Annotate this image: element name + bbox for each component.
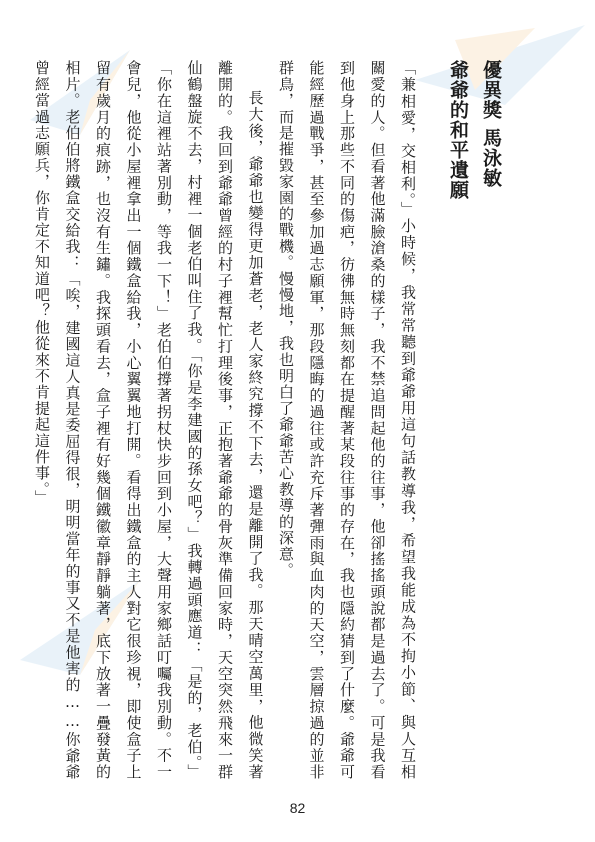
paragraph-1: 「兼相愛，交相利。」小時候，我常常聽到爺爺用這句話教導我，希望我能成為不拘小節、與人互相關愛的人。但看著他滿臉滄桑的樣子，我不禁追問起他的往事，他卻搖搖頭說都是過去了。可是我看到他身上那些不同的傷疤，彷彿無時無刻都在提醒著某段往事的存在，我也隱約猜到了什麼。爺爺可能經歷過戰爭，甚至參加過志願軍，那段隱晦的過往或許充斥著彈雨與血肉的天空，雲層掠過的並非群鳥，而是摧毀家園的戰機。慢慢地，我也明白了爺爺苦心教導的深意。: [277, 60, 417, 780]
award-line: [474, 60, 507, 780]
paragraph-group: [27, 60, 424, 780]
award-label: 優異獎: [480, 60, 502, 120]
paragraph-2: 長大後，爺爺也變得更加蒼老，老人家終究撐不下去，還是離開了我。那天晴空萬里，他微笑著離開的。我回到爺爺曾經的村子裡幫忙打理後事，正抱著爺爺的骨灰準備回家時，天空突然飛來一群仙鶴盤旋不去，村裡一個老伯叫住了我。「你是李建國的孫女吧？」我轉過頭應道：「是的，老伯。」「你在這裡站著別動，等我一下！」老伯伯撐著拐杖快步回到小屋，大聲用家鄉話叮囑我別動。不一會兒，他從小屋裡拿出一個鐵盒給我，小心翼翼地打開。看得出鐵盒的主人對它很珍視，即使盒子上留有歲月的痕跡，也沒有生鏽。我探頭看去，盒子裡有好幾個鐵徽章靜靜躺著，底下放著一疊發黃的相片。老伯伯將鐵盒交給我：「唉，建國這人真是委屈得很，明明當年的事又不是他害的……你爺爺曾經當過志願兵，你肯定不知道吧？他從來不肯提起這件事。」: [33, 60, 265, 780]
article-heading: [441, 60, 507, 780]
author-name: 馬泳敏: [480, 128, 502, 188]
page-number: 82: [289, 800, 306, 816]
article-body: [27, 60, 508, 780]
article-title: 爺爺的和平遺願: [447, 60, 469, 200]
